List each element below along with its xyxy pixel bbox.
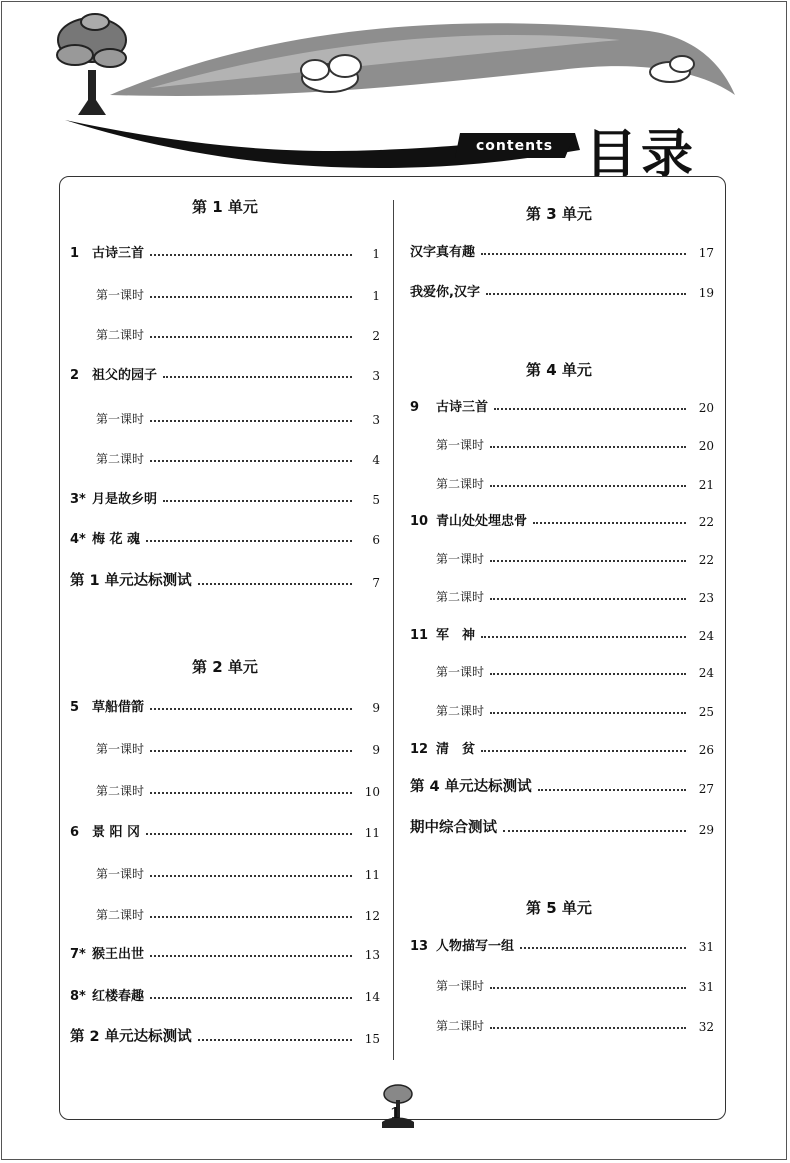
toc-entry-page: 10 [364,785,380,799]
toc-entry-page: 27 [698,782,714,796]
toc-entry-page: 31 [698,940,714,954]
toc-entry-page: 11 [364,826,380,840]
toc-entry-page: 6 [372,533,380,547]
dot-leader [150,997,352,999]
dot-leader [490,560,686,562]
toc-entry[interactable] [436,699,714,719]
toc-entry[interactable] [410,240,714,260]
toc-entry[interactable] [70,820,380,840]
dot-leader [146,540,352,542]
toc-entry[interactable] [410,737,714,757]
toc-entry[interactable] [96,323,380,343]
toc-entry-label: 第一课时 [96,867,145,881]
unit-title: 第 4 单元 [526,361,592,379]
toc-entry-page: 3 [372,413,380,427]
toc-entry-label: 第二课时 [96,908,145,922]
toc-entry-page: 9 [372,743,380,757]
toc-entry-label: 红楼春趣 [92,989,145,1004]
toc-entry-page: 19 [698,286,714,300]
toc-entry[interactable] [410,934,714,954]
toc-entry-label: 祖父的园子 [92,368,158,383]
toc-entry-page: 3 [372,369,380,383]
toc-entry-label: 第一课时 [436,979,485,993]
toc-entry-label: 第一课时 [436,665,485,679]
dot-leader [481,636,686,638]
toc-entry-label: 第一课时 [436,552,485,566]
toc-entry-number: 8* [70,989,86,1004]
toc-entry-label: 第一课时 [96,412,145,426]
toc-entry-number: 11 [410,628,429,643]
dot-leader [150,420,352,422]
toc-entry-number: 12 [410,742,429,757]
cloud-icon [301,55,361,92]
toc-entry-page: 29 [698,823,714,837]
toc-entry-label: 清 贫 [436,742,476,757]
toc-entry[interactable] [96,447,380,467]
dot-leader [533,522,686,524]
dot-leader [150,296,352,298]
column-divider [393,200,394,1060]
dot-leader [150,955,352,957]
toc-entry-number: 9 [410,400,420,415]
toc-entry-number: 10 [410,514,429,529]
page-number: 1 [390,1104,401,1122]
toc-entry[interactable] [96,862,380,882]
toc-entry-page: 9 [372,701,380,715]
unit-title: 第 1 单元 [192,198,258,216]
toc-entry-label: 第二课时 [436,1019,485,1033]
dot-leader [163,376,352,378]
toc-entry-label: 人物描写一组 [436,939,515,954]
dot-leader [198,583,352,585]
dot-leader [538,789,686,791]
toc-entry-label: 梅 花 魂 [92,532,141,547]
toc-entry[interactable] [70,695,380,715]
toc-entry-label: 月是故乡明 [92,492,158,507]
toc-entry-page: 12 [364,909,380,923]
dot-leader [490,598,686,600]
toc-entry[interactable] [70,363,380,383]
dot-leader [150,460,352,462]
dot-leader [150,875,352,877]
toc-entry[interactable] [96,903,380,923]
dot-leader [486,293,686,295]
toc-entry-page: 23 [698,591,714,605]
dot-leader [150,708,352,710]
toc-entry-label: 古诗三首 [92,246,145,261]
page-title: 目录 [585,125,698,185]
toc-entry[interactable] [436,1014,714,1034]
toc-entry-label: 第二课时 [96,452,145,466]
toc-entry-number: 4* [70,532,86,547]
toc-entry-page: 11 [364,868,380,882]
toc-entry-page: 26 [698,743,714,757]
dot-leader [150,750,352,752]
toc-entry-number: 13 [410,939,429,954]
dot-leader [503,830,686,832]
toc-entry-label: 古诗三首 [436,400,489,415]
toc-entry-page: 31 [698,980,714,994]
toc-entry-page: 20 [698,439,714,453]
toc-entry[interactable] [436,472,714,492]
dot-leader [490,987,686,989]
toc-entry-label: 第一课时 [436,438,485,452]
toc-entry[interactable] [410,395,714,415]
toc-entry-label: 第 2 单元达标测试 [70,1029,192,1045]
toc-entry[interactable] [70,942,380,962]
unit-title: 第 3 单元 [526,205,592,223]
toc-entry[interactable] [436,585,714,605]
toc-entry-label: 第二课时 [96,784,145,798]
toc-entry-page: 2 [372,329,380,343]
dot-leader [481,253,686,255]
dot-leader [150,336,352,338]
toc-entry-label: 第一课时 [96,288,145,302]
contents-word: contents [476,138,554,154]
toc-entry-page: 1 [372,247,380,261]
toc-entry[interactable] [70,1026,380,1046]
dot-leader [490,446,686,448]
toc-entry[interactable] [436,547,714,567]
toc-entry-page: 20 [698,401,714,415]
toc-entry-number: 3* [70,492,86,507]
toc-entry-label: 猴王出世 [92,947,145,962]
toc-entry[interactable] [436,660,714,680]
dot-leader [490,1027,686,1029]
unit-title: 第 5 单元 [526,899,592,917]
toc-entry-label: 军 神 [436,628,476,643]
toc-entry-label: 景 阳 冈 [92,825,141,840]
toc-entry[interactable] [70,570,380,590]
toc-entry-page: 24 [698,629,714,643]
toc-entry-page: 13 [364,948,380,962]
toc-entry-label: 汉字真有趣 [410,245,476,260]
dot-leader [150,792,352,794]
toc-entry-number: 1 [70,246,80,261]
toc-entry-label: 第一课时 [96,742,145,756]
toc-entry[interactable] [70,527,380,547]
toc-entry-page: 14 [364,990,380,1004]
toc-entry-label: 草船借箭 [92,700,145,715]
toc-entry-number: 5 [70,700,80,715]
dot-leader [490,485,686,487]
toc-entry-label: 第二课时 [436,590,485,604]
dot-leader [150,254,352,256]
unit-title: 第 2 单元 [192,658,258,676]
toc-entry[interactable] [410,509,714,529]
toc-entry[interactable] [96,407,380,427]
toc-entry-label: 青山处处埋忠骨 [436,514,528,529]
toc-entry-page: 17 [698,246,714,260]
toc-entry-page: 5 [372,493,380,507]
toc-entry-label: 第 1 单元达标测试 [70,573,192,589]
toc-entry[interactable] [410,776,714,796]
toc-entry[interactable] [410,623,714,643]
toc-entry-page: 21 [698,478,714,492]
toc-entry-number: 6 [70,825,80,840]
dot-leader [490,712,686,714]
dot-leader [198,1039,352,1041]
toc-entry[interactable] [96,737,380,757]
toc-entry-number: 2 [70,368,80,383]
toc-entry-page: 1 [372,289,380,303]
toc-entry[interactable] [70,984,380,1004]
toc-entry-page: 22 [698,515,714,529]
dot-leader [494,408,686,410]
dot-leader [150,916,352,918]
dot-leader [163,500,352,502]
toc-entry-label: 期中综合测试 [410,820,497,836]
toc-entry[interactable] [96,283,380,303]
toc-entry[interactable] [436,974,714,994]
toc-entry[interactable] [96,779,380,799]
toc-entry-label: 第二课时 [96,328,145,342]
toc-entry-page: 24 [698,666,714,680]
toc-entry[interactable] [410,280,714,300]
toc-entry[interactable] [410,817,714,837]
toc-entry-page: 22 [698,553,714,567]
toc-entry[interactable] [436,433,714,453]
toc-entry[interactable] [70,241,380,261]
dot-leader [490,673,686,675]
toc-entry-page: 25 [698,705,714,719]
toc-entry-label: 第 4 单元达标测试 [410,779,532,795]
dot-leader [146,833,352,835]
toc-entry-label: 第二课时 [436,704,485,718]
toc-entry-number: 7* [70,947,86,962]
tree-icon [57,14,126,115]
dot-leader [520,947,686,949]
toc-entry-label: 第二课时 [436,477,485,491]
toc-entry-page: 32 [698,1020,714,1034]
toc-entry-page: 7 [372,576,380,590]
toc-entry-page: 15 [364,1032,380,1046]
toc-entry-label: 我爱你,汉字 [410,285,480,300]
dot-leader [481,750,686,752]
toc-entry-page: 4 [372,453,380,467]
toc-entry[interactable] [70,487,380,507]
